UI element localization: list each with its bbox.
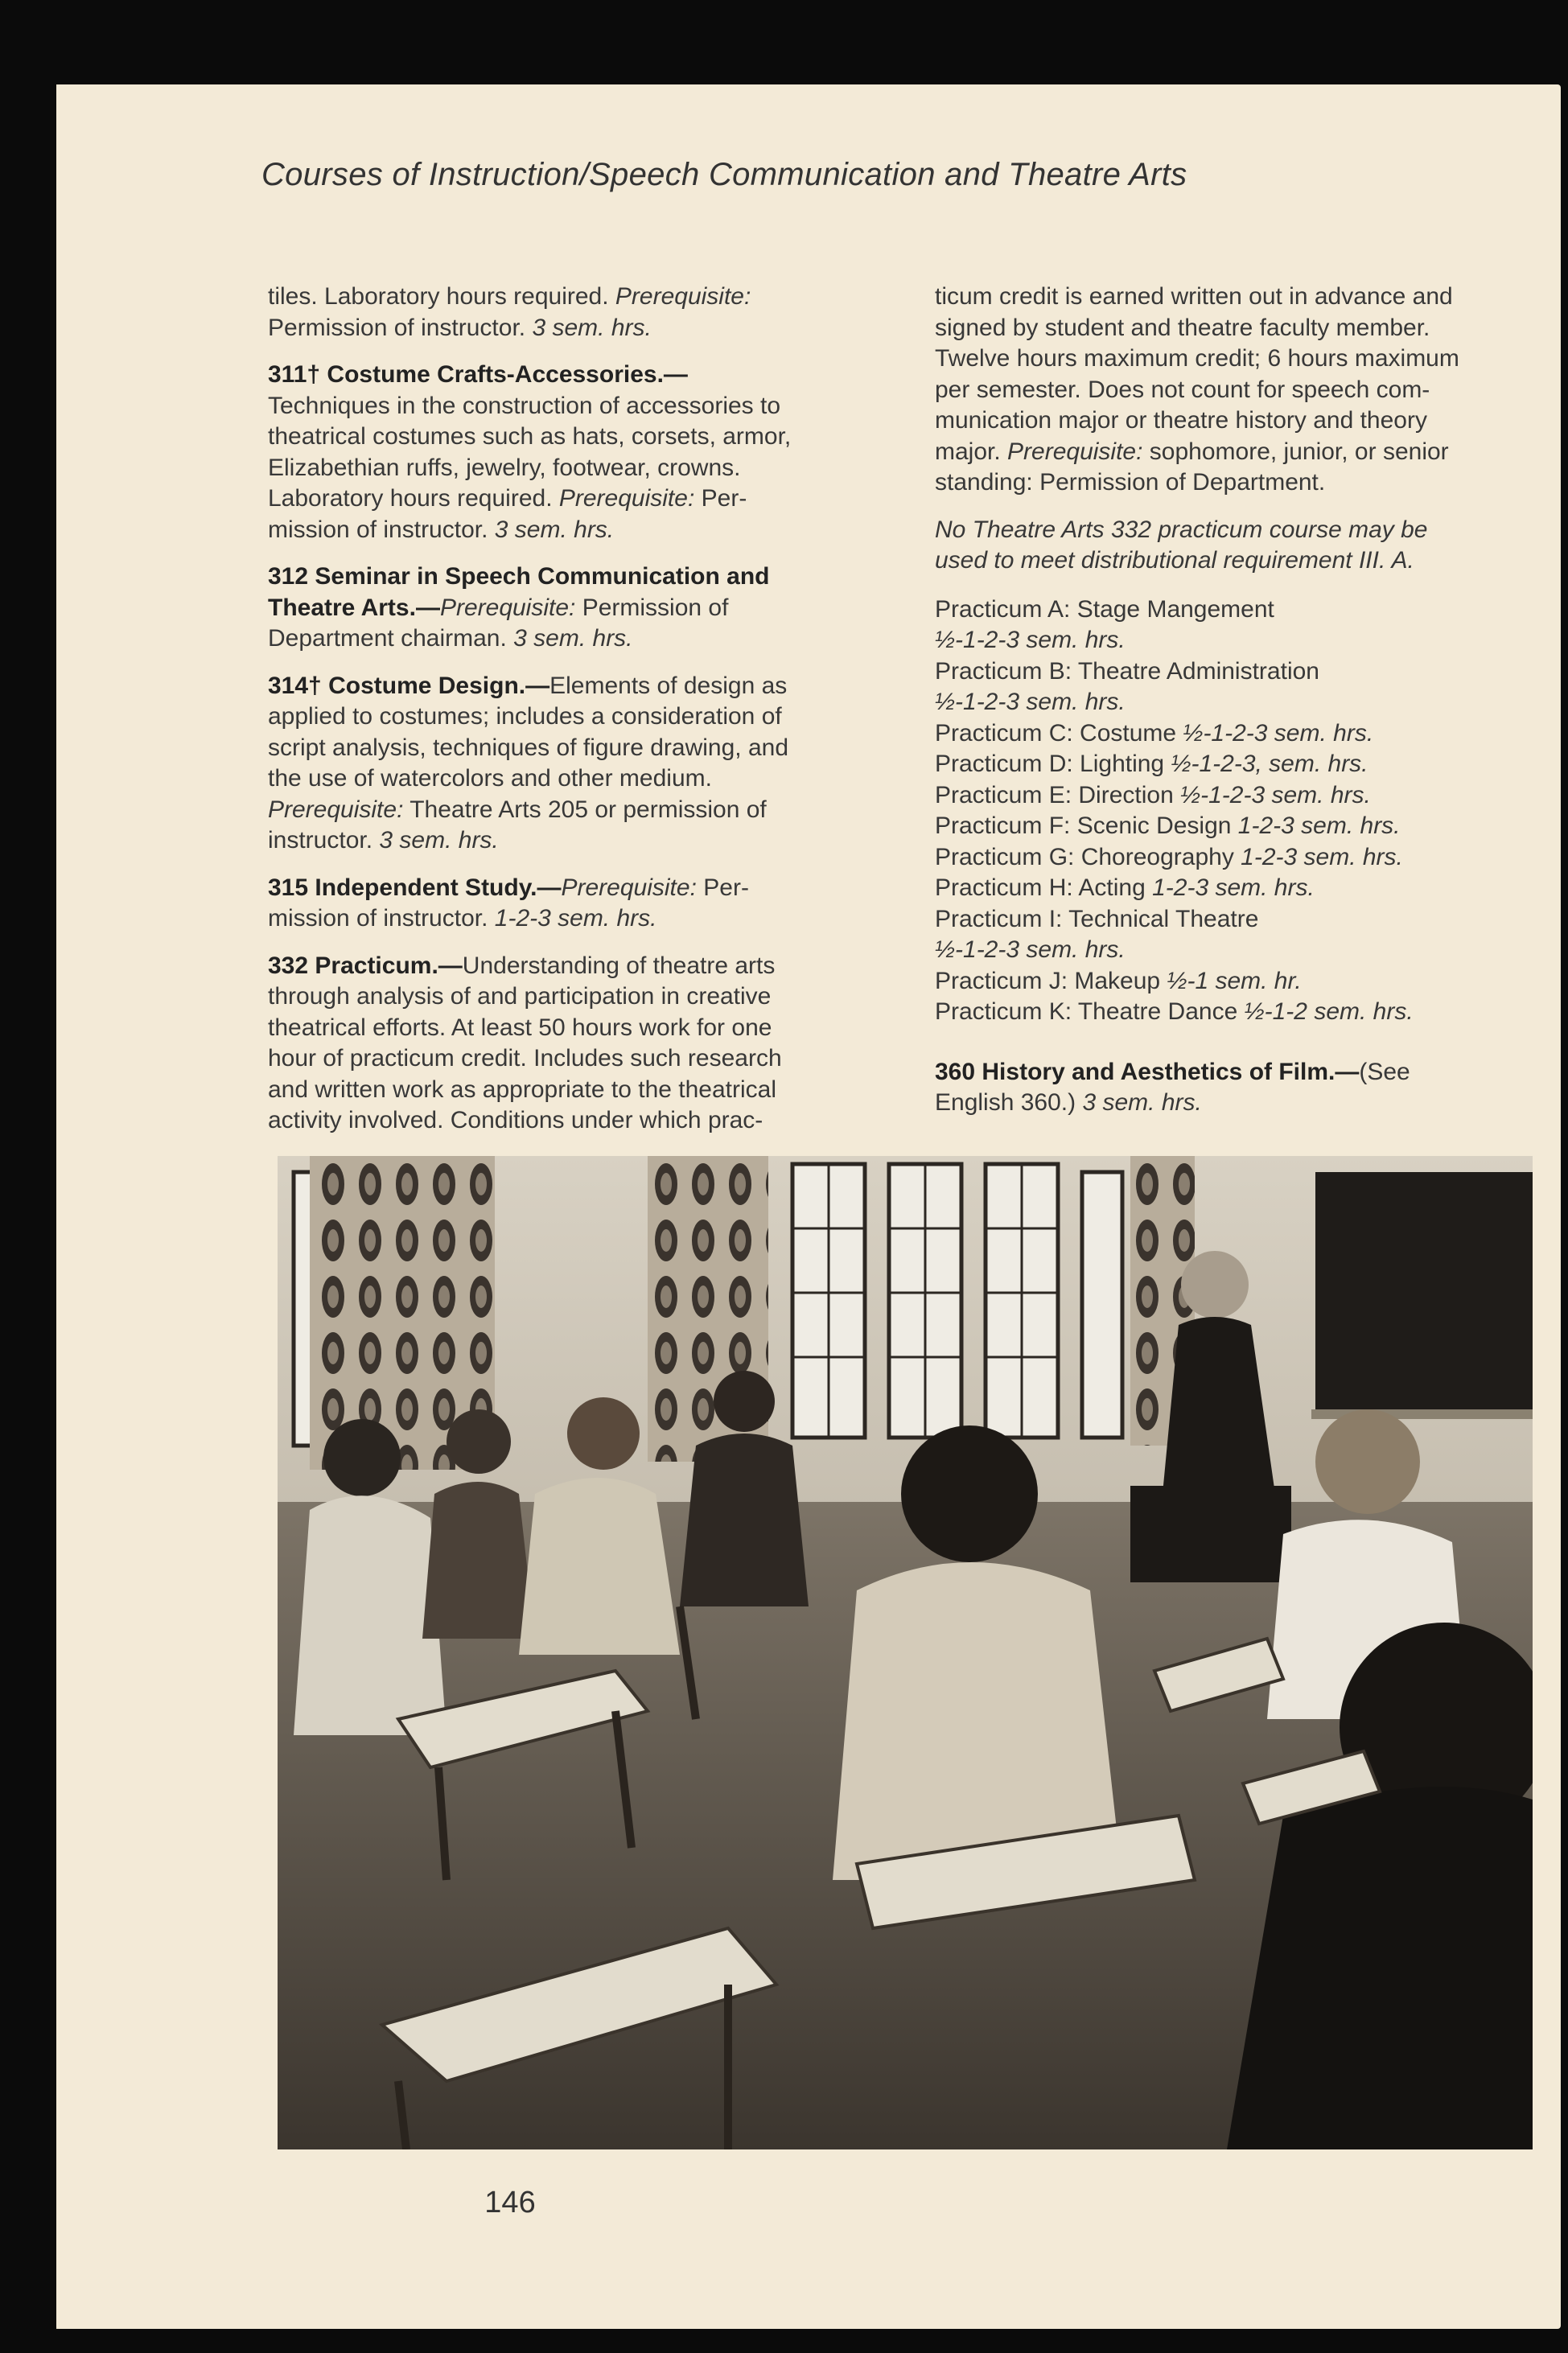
classroom-photo xyxy=(278,1156,1533,2149)
prerequisite-label: Prerequisite: xyxy=(268,796,404,823)
credit-hours: ½-1-2-3, sem. hrs. xyxy=(1171,751,1368,777)
credit-hours: ½-1-2-3 sem. hrs. xyxy=(935,689,1126,715)
course-description: activity involved. Conditions under which prac- xyxy=(268,1107,763,1133)
practicum-label: Practicum F: Scenic Design xyxy=(935,812,1238,839)
credit-hours: 3 sem. hrs. xyxy=(494,516,615,543)
course-description: munication major or theatre history and theory xyxy=(935,407,1427,434)
course-heading: 360 History and Aesthetics of Film.— xyxy=(935,1058,1360,1085)
course-description: (See xyxy=(1359,1058,1410,1085)
prerequisite-label: Prerequisite: xyxy=(615,283,751,310)
credit-hours: 3 sem. hrs. xyxy=(1082,1089,1202,1116)
course-description: and written work as appropriate to the theatrical xyxy=(268,1076,777,1103)
credit-hours: 1-2-3 sem. hrs. xyxy=(1152,874,1315,901)
practicum-item xyxy=(935,718,1534,750)
credit-hours: ½-1-2-3 sem. hrs. xyxy=(1180,781,1371,808)
course-332 xyxy=(268,951,867,1137)
prerequisite-label: Prerequisite: xyxy=(1007,438,1143,465)
intro-paragraph xyxy=(268,282,867,343)
course-315 xyxy=(268,873,867,935)
course-description: applied to costumes; includes a consideration of xyxy=(268,703,782,730)
practicum-label: Practicum J: Makeup xyxy=(935,967,1167,994)
course-heading: 311† Costume Crafts-Accessories.— xyxy=(268,361,688,388)
intro-text: Permission of instructor. xyxy=(268,314,533,341)
course-heading: 315 Independent Study.— xyxy=(268,874,562,901)
credit-hours: 1-2-3 sem. hrs. xyxy=(1241,843,1403,870)
practicum-label: Practicum E: Direction xyxy=(935,781,1181,808)
course-360 xyxy=(935,1057,1534,1119)
practicum-item xyxy=(935,780,1534,812)
course-heading: Theatre Arts.— xyxy=(268,594,440,621)
course-description: the use of watercolors and other medium. xyxy=(268,765,712,792)
practicum-label: Practicum K: Theatre Dance xyxy=(935,998,1245,1025)
practicum-list xyxy=(935,594,1534,1028)
credit-hours: 1-2-3 sem. hrs. xyxy=(1237,812,1401,839)
practicum-label: Practicum I: Technical Theatre xyxy=(935,905,1259,932)
page-number: 146 xyxy=(484,2186,536,2219)
course-332-continued xyxy=(935,282,1534,499)
practicum-item xyxy=(935,997,1534,1028)
course-description: Elements of design as xyxy=(549,672,788,699)
course-description: Department chairman. xyxy=(268,625,514,652)
distribution-note xyxy=(935,515,1534,577)
practicum-item xyxy=(935,811,1534,842)
classroom-photo-illustration xyxy=(278,1156,1533,2149)
credit-hours: ½-1-2-3 sem. hrs. xyxy=(1183,719,1374,747)
course-description: mission of instructor. xyxy=(268,905,495,932)
course-description: Permission of xyxy=(575,594,729,621)
course-description: script analysis, techniques of figure drawing, and xyxy=(268,734,789,761)
practicum-item xyxy=(935,842,1534,874)
credit-hours: ½-1-2-3 sem. hrs. xyxy=(935,936,1126,963)
course-description: Techniques in the construction of accessories to xyxy=(268,392,781,419)
practicum-item xyxy=(935,687,1534,718)
course-description: Twelve hours maximum credit; 6 hours maximum xyxy=(935,345,1459,372)
practicum-item xyxy=(935,656,1534,688)
practicum-label: Practicum G: Choreography xyxy=(935,843,1241,870)
credit-hours: ½-1-2 sem. hrs. xyxy=(1244,998,1414,1025)
practicum-item xyxy=(935,966,1534,998)
right-text-column xyxy=(935,282,1534,1135)
course-description: sophomore, junior, or senior xyxy=(1142,438,1449,465)
course-heading: 312 Seminar in Speech Communication and xyxy=(268,563,770,590)
left-text-column xyxy=(268,282,867,1153)
spacer xyxy=(935,1028,1534,1057)
course-311 xyxy=(268,360,867,545)
course-description: theatrical efforts. At least 50 hours work for one xyxy=(268,1014,772,1041)
course-description: Per- xyxy=(694,485,747,512)
course-description: Per- xyxy=(696,874,749,901)
practicum-label: Practicum D: Lighting xyxy=(935,751,1171,777)
practicum-item xyxy=(935,625,1534,656)
course-description: Laboratory hours required. xyxy=(268,485,559,512)
practicum-item xyxy=(935,873,1534,904)
practicum-label: Practicum A: Stage Mangement xyxy=(935,595,1274,623)
course-description: ticum credit is earned written out in advance and xyxy=(935,283,1453,310)
page-header-title: Courses of Instruction/Speech Communication and Theatre Arts xyxy=(261,157,1187,192)
course-description: English 360.) xyxy=(935,1089,1083,1116)
course-description: standing: Permission of Department. xyxy=(935,469,1326,496)
credit-hours: ½-1 sem. hr. xyxy=(1167,967,1302,994)
credit-hours: 3 sem. hrs. xyxy=(379,827,499,854)
practicum-label: Practicum B: Theatre Administration xyxy=(935,657,1319,685)
prerequisite-label: Prerequisite: xyxy=(439,594,576,621)
course-description: instructor. xyxy=(268,827,380,854)
course-description: mission of instructor. xyxy=(268,516,495,543)
credit-hours: 1-2-3 sem. hrs. xyxy=(494,905,657,932)
course-description: Understanding of theatre arts xyxy=(462,952,776,979)
practicum-item xyxy=(935,749,1534,780)
practicum-label: Practicum H: Acting xyxy=(935,874,1153,901)
practicum-item xyxy=(935,594,1534,626)
credit-hours: ½-1-2-3 sem. hrs. xyxy=(935,627,1126,653)
credit-hours: 3 sem. hrs. xyxy=(513,625,633,652)
course-312 xyxy=(268,562,867,655)
course-description: per semester. Does not count for speech com- xyxy=(935,376,1430,403)
course-description: Elizabethian ruffs, jewelry, footwear, crowns. xyxy=(268,454,741,481)
course-description: signed by student and theatre faculty member. xyxy=(935,314,1430,341)
course-description: hour of practicum credit. Includes such research xyxy=(268,1045,782,1072)
prerequisite-label: Prerequisite: xyxy=(561,874,697,901)
course-description: theatrical costumes such as hats, corsets, armor, xyxy=(268,423,792,450)
course-description: Theatre Arts 205 or permission of xyxy=(403,796,767,823)
intro-text: tiles. Laboratory hours required. xyxy=(268,283,615,310)
practicum-label: Practicum C: Costume xyxy=(935,719,1183,747)
course-314 xyxy=(268,671,867,857)
course-heading: 332 Practicum.— xyxy=(268,952,463,979)
course-description: through analysis of and participation in creative xyxy=(268,983,772,1010)
course-description: major. xyxy=(935,438,1008,465)
note-text: used to meet distributional requirement III. A. xyxy=(935,547,1414,574)
course-heading: 314† Costume Design.— xyxy=(268,672,550,699)
prerequisite-label: Prerequisite: xyxy=(558,485,695,512)
practicum-item xyxy=(935,904,1534,936)
credit-hours: 3 sem. hrs. xyxy=(532,314,652,341)
practicum-item xyxy=(935,935,1534,966)
note-text: No Theatre Arts 332 practicum course may be xyxy=(935,516,1428,543)
